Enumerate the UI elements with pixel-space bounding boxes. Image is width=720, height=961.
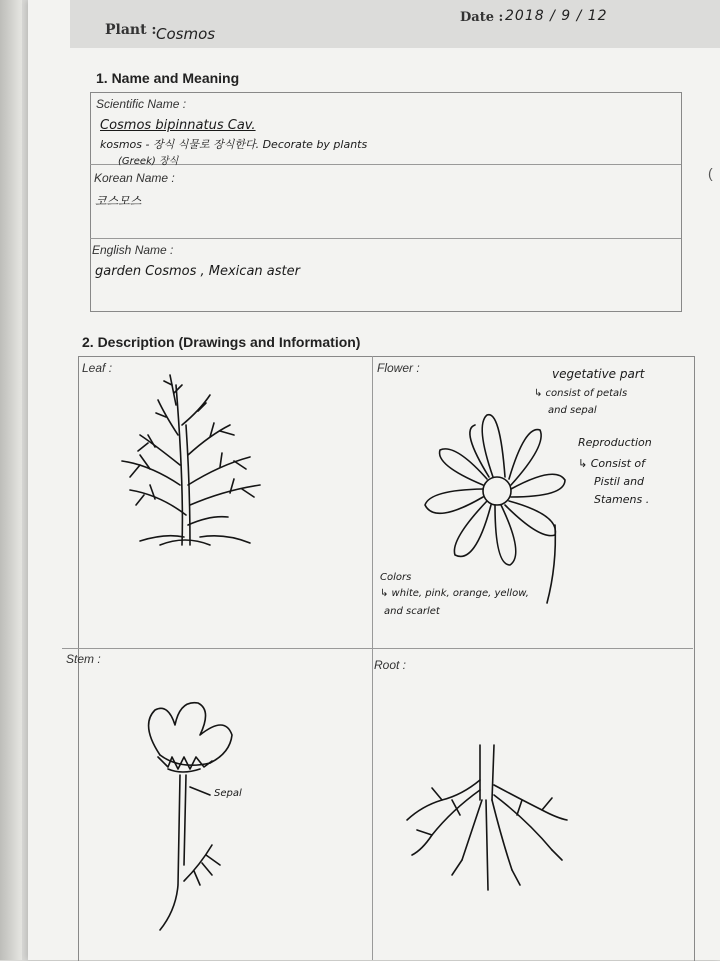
root-label: Root :: [374, 658, 407, 672]
korean-name-label: Korean Name :: [94, 171, 175, 185]
date-label: Date :: [460, 10, 504, 25]
scientific-meaning-line: kosmos - 장식 식물로 장식한다. Decorate by plants: [100, 138, 368, 151]
margin-mark: (: [708, 165, 713, 181]
scientific-name-label: Scientific Name :: [96, 97, 187, 111]
colors-note-line1: ↳ white, pink, orange, yellow,: [380, 588, 529, 599]
reproduction-note-line3: Stamens .: [594, 493, 650, 506]
grid-vertical-divider: [372, 356, 373, 960]
sepal-note: Sepal: [214, 788, 242, 799]
english-name-label: English Name :: [92, 243, 174, 257]
plant-label: Plant :: [105, 22, 157, 38]
scientific-name-value: Cosmos bipinnatus Cav.: [100, 118, 256, 133]
colors-note-title: Colors: [380, 572, 412, 583]
root-drawing: [402, 740, 572, 900]
divider: [90, 238, 681, 239]
stem-label: Stem :: [66, 652, 101, 666]
flower-label: Flower :: [377, 361, 420, 375]
korean-name-value: 코스모스: [95, 194, 142, 208]
vegetative-note-line2: and sepal: [548, 405, 597, 416]
leaf-label: Leaf :: [82, 361, 113, 375]
reproduction-note-line2: Pistil and: [594, 475, 645, 488]
section2-title: 2. Description (Drawings and Information): [82, 334, 361, 350]
section1-title: 1. Name and Meaning: [96, 70, 240, 86]
reproduction-note-title: Reproduction: [578, 436, 652, 449]
english-name-value: garden Cosmos , Mexican aster: [95, 264, 300, 279]
binder-edge: [0, 0, 22, 960]
stem-drawing: [120, 695, 260, 935]
scientific-meaning-origin: (Greek) 장식: [118, 156, 179, 167]
flower-drawing: [415, 405, 585, 605]
vegetative-note-title: vegetative part: [552, 367, 645, 381]
divider: [90, 164, 681, 165]
plant-value: Cosmos: [156, 25, 216, 43]
grid-horizontal-divider: [62, 648, 693, 649]
vegetative-note-line1: ↳ consist of petals: [534, 388, 628, 399]
colors-note-line2: and scarlet: [384, 606, 440, 617]
date-value: 2018 / 9 / 12: [505, 8, 608, 24]
reproduction-note-line1: ↳ Consist of: [578, 457, 646, 470]
leaf-drawing: [110, 365, 280, 555]
